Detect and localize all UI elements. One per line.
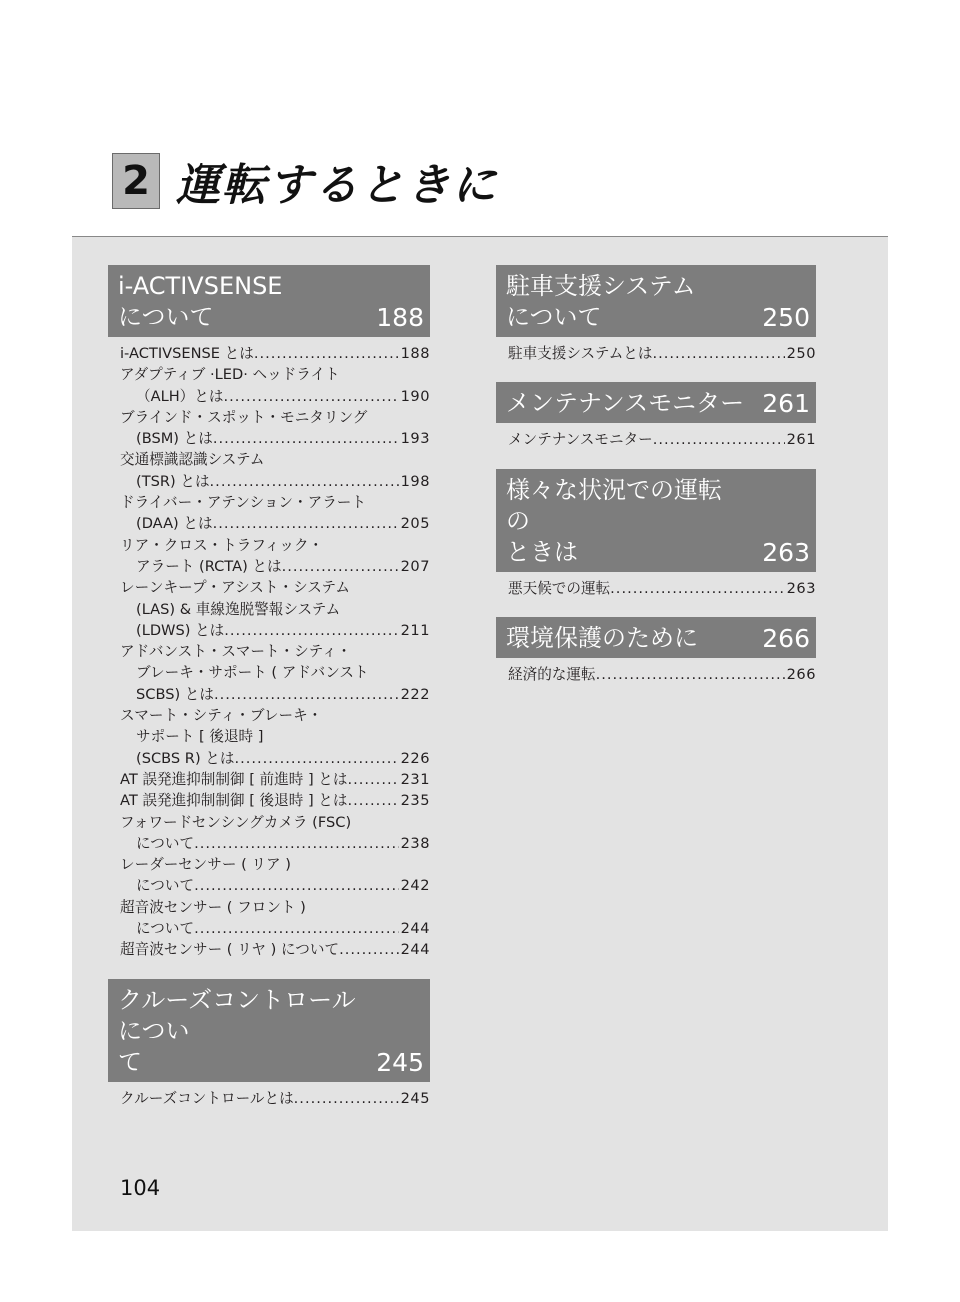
toc-entry[interactable] (120, 790, 430, 811)
leader-dots (194, 918, 399, 939)
entry-label: 超音波センサー ( リヤ ) について (120, 941, 340, 959)
section-header-environment[interactable] (496, 617, 816, 658)
leader-dots (194, 875, 399, 896)
entry-line: フォワードセンシングカメラ (FSC) (120, 813, 352, 831)
toc-entry[interactable] (120, 748, 430, 769)
section-page: 263 (762, 537, 810, 567)
entry-page: 211 (400, 621, 430, 639)
leader-dots (234, 748, 398, 769)
leader-dots (596, 664, 785, 685)
entry-page: 226 (400, 749, 430, 767)
section-header-cruise-control[interactable] (108, 979, 430, 1082)
entry-label: SCBS) とは (136, 685, 214, 703)
section-title: i-ACTIVSENSE について (118, 272, 283, 331)
section-entries (108, 1088, 430, 1109)
leader-dots (254, 343, 399, 364)
entry-label: メンテナンスモニター (508, 431, 653, 449)
entry-label: 悪天候での運転 (508, 579, 611, 597)
entry-page: 207 (400, 557, 430, 575)
entry-label: (LDWS) とは (136, 621, 225, 639)
leader-dots (214, 684, 399, 705)
entry-page: 242 (400, 877, 430, 895)
page-number: 104 (120, 1176, 161, 1200)
leader-dots (223, 386, 398, 407)
chapter-header (112, 152, 498, 210)
toc-entry[interactable] (120, 556, 430, 577)
entry-label: について (136, 920, 195, 938)
entry-label: AT 誤発進抑制制御 [ 後退時 ] とは (120, 792, 348, 810)
toc-entry[interactable] (508, 664, 816, 685)
leader-dots (347, 769, 398, 790)
section-entries (108, 343, 430, 961)
section-page: 261 (762, 389, 810, 419)
toc-entry[interactable] (120, 471, 430, 492)
section-entries (496, 343, 816, 364)
chapter-number: 2 (112, 153, 160, 209)
entry-page: 250 (786, 345, 816, 362)
entry-page: 263 (786, 579, 816, 597)
entry-label: (SCBS R) とは (136, 749, 235, 767)
toc-entry[interactable] (120, 386, 430, 407)
entry-page: 190 (400, 387, 430, 405)
leader-dots (224, 620, 398, 641)
chapter-title: 運転するときに (176, 160, 498, 211)
entry-line: リア・クロス・トラフィック・ (120, 536, 324, 554)
section-page: 266 (762, 623, 810, 653)
leader-dots (339, 939, 399, 960)
leader-dots (213, 428, 399, 449)
entry-page: 188 (400, 345, 430, 362)
entry-line: レーダーセンサー ( リア ) (120, 856, 291, 874)
leader-dots (194, 833, 399, 854)
entry-page: 205 (400, 515, 430, 533)
toc-entry[interactable] (120, 833, 430, 854)
section-entries (496, 664, 816, 685)
entry-line: ブラインド・スポット・モニタリング (120, 408, 368, 426)
entry-line: サポート [ 後退時 ] (136, 728, 264, 746)
toc-entry[interactable] (120, 343, 430, 364)
entry-label: AT 誤発進抑制制御 [ 前進時 ] とは (120, 770, 348, 788)
section-title: 駐車支援システム について (506, 272, 696, 331)
entry-page: 235 (400, 792, 430, 810)
toc-entry[interactable] (120, 1088, 430, 1109)
section-title: クルーズコントロールについ て (118, 985, 356, 1076)
entry-label: (BSM) とは (136, 430, 213, 448)
leader-dots (282, 556, 399, 577)
section-entries (496, 578, 816, 599)
entry-line: ブレーキ・サポート ( アドバンスト (136, 664, 369, 682)
entry-label: (TSR) とは (136, 472, 210, 490)
toc-column-right (496, 265, 816, 703)
leader-dots (347, 790, 398, 811)
entry-label: について (136, 834, 195, 852)
entry-label: 経済的な運転 (508, 665, 596, 683)
entry-page: 261 (786, 431, 816, 449)
entry-label: クルーズコントロールとは (120, 1089, 294, 1107)
toc-entry[interactable] (120, 684, 430, 705)
entry-line: (LAS) & 車線逸脱警報システム (136, 600, 341, 618)
entry-line: アダプティブ ·LED· ヘッドライト (120, 366, 340, 384)
leader-dots (610, 578, 784, 599)
toc-column-left (108, 265, 430, 1127)
section-page: 188 (376, 303, 424, 332)
entry-label: アラート (RCTA) とは (136, 557, 282, 575)
section-header-iactivsense[interactable] (108, 265, 430, 337)
entry-line: 超音波センサー ( フロント ) (120, 898, 306, 916)
leader-dots (210, 471, 399, 492)
entry-page: 244 (400, 920, 430, 938)
entry-line: 交通標識認識システム (120, 451, 265, 469)
section-page: 250 (762, 303, 810, 332)
toc-entry[interactable] (120, 939, 430, 960)
leader-dots (653, 429, 785, 450)
entry-page: 238 (400, 834, 430, 852)
entry-line: スマート・シティ・ブレーキ・ (120, 707, 323, 725)
section-header-various-conditions[interactable] (496, 469, 816, 572)
entry-page: 198 (400, 472, 430, 490)
entry-label: (DAA) とは (136, 515, 213, 533)
entry-label: 駐車支援システムとは (508, 345, 653, 362)
leader-dots (213, 513, 399, 534)
entry-line: レーンキープ・アシスト・システム (120, 579, 350, 597)
toc-entry[interactable] (120, 918, 430, 939)
toc-entry[interactable] (120, 428, 430, 449)
entry-page: 193 (400, 430, 430, 448)
entry-line: アドバンスト・スマート・シティ・ (120, 643, 352, 661)
toc-entry[interactable] (508, 578, 816, 599)
toc-entry[interactable] (508, 429, 816, 450)
toc-entry[interactable] (120, 769, 430, 790)
toc-entry[interactable] (508, 343, 816, 364)
entry-label: （ALH）とは (136, 387, 224, 405)
entry-page: 266 (786, 665, 816, 683)
leader-dots (294, 1088, 399, 1109)
entry-label: i-ACTIVSENSE とは (120, 345, 254, 362)
entry-label: について (136, 877, 195, 895)
entry-page: 222 (400, 685, 430, 703)
entry-page: 231 (400, 770, 430, 788)
toc-entry[interactable] (120, 513, 430, 534)
section-header-parking-assist[interactable] (496, 265, 816, 337)
toc-entry[interactable] (120, 620, 430, 641)
toc-panel (72, 236, 888, 1231)
entry-line: ドライバー・アテンション・アラート (120, 494, 366, 512)
toc-entry[interactable] (120, 875, 430, 896)
section-title: 環境保護のために (506, 623, 698, 652)
section-title: メンテナンスモニター (506, 389, 745, 418)
entry-page: 245 (400, 1089, 430, 1107)
section-page: 245 (376, 1047, 424, 1077)
entry-page: 244 (400, 941, 430, 959)
section-title: 様々な状況での運転の ときは (506, 475, 722, 566)
section-entries (496, 429, 816, 450)
section-header-maintenance-monitor[interactable] (496, 382, 816, 423)
leader-dots (652, 343, 784, 364)
